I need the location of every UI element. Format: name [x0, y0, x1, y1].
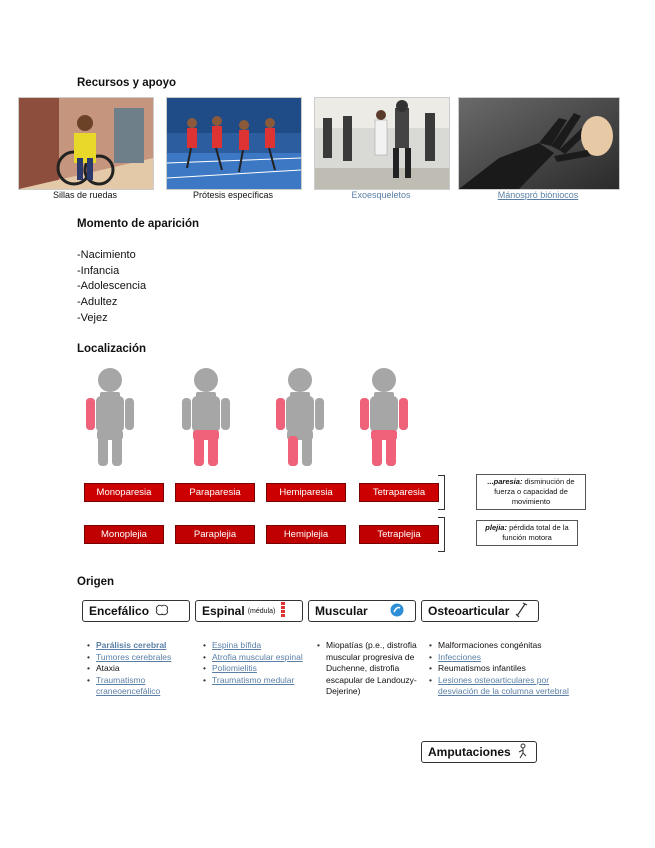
exoskeleton-photo [314, 97, 450, 190]
amputaciones-label: Amputaciones [428, 745, 511, 759]
paresia-note-term: ...paresia: [487, 477, 523, 486]
plejia-bracket [438, 517, 445, 552]
plejia-tetra: Tetraplejia [359, 525, 439, 544]
list-item[interactable]: • Infecciones [438, 652, 578, 664]
origin-encefalico [82, 600, 190, 622]
plejia-hemi: Hemiplejia [266, 525, 346, 544]
list-item[interactable]: • Poliomielitis [212, 663, 307, 675]
origin-title: Origen [77, 576, 115, 588]
list-item[interactable]: • Lesiones osteoarticulares por desviación de la columna vertebral [438, 675, 578, 698]
moment-item: -Nacimiento [77, 249, 136, 261]
origin-espinal [195, 600, 303, 622]
paresia-note-text: disminución de fuerza o capacidad de movimiento [494, 477, 575, 506]
espinal-sub: (médula) [247, 607, 276, 615]
list-item[interactable]: • Traumatismo craneoencefálico [96, 675, 196, 698]
list-item[interactable]: • Tumores cerebrales [96, 652, 196, 664]
paresia-para: Paraparesia [175, 483, 255, 502]
plejia-note-term: plejia: [485, 523, 507, 532]
muscular-list [316, 640, 422, 698]
encefalico-label: Encefálico [89, 604, 150, 618]
paresia-mono: Monoparesia [84, 483, 164, 502]
figure-para [182, 368, 230, 466]
muscular-label: Muscular [315, 604, 368, 618]
plejia-mono: Monoplejia [84, 525, 164, 544]
origin-amputaciones [421, 741, 537, 763]
moment-item: -Infancia [77, 264, 120, 277]
paresia-bracket [438, 475, 445, 510]
spine-icon [280, 602, 286, 621]
paresia-note [476, 474, 586, 510]
amputation-icon [516, 743, 530, 762]
wheelchair-photo [18, 97, 154, 190]
moment-item: -Vejez [77, 311, 108, 324]
moment-item: -Adultez [77, 296, 118, 309]
osteoarticular-label: Osteoarticular [428, 604, 510, 618]
bionic-hand-caption[interactable]: Mánospró bióniocos [497, 190, 579, 200]
list-item[interactable]: • Espina bífida [212, 640, 307, 652]
wheelchair-caption: Sillas de ruedas [52, 190, 118, 200]
espinal-label: Espinal [202, 604, 245, 618]
list-item[interactable]: • Traumatismo medular [212, 675, 307, 687]
plejia-note-text: pérdida total de la función motora [502, 523, 569, 542]
origin-osteoarticular [421, 600, 539, 622]
highlight-arm [86, 398, 95, 430]
plejia-para: Paraplejia [175, 525, 255, 544]
prosthetics-caption: Prótesis específicas [192, 190, 274, 200]
brain-icon [154, 604, 170, 619]
moment-item: -Adolescencia [77, 280, 147, 293]
list-item[interactable]: • Miopatías (p.e., distrofia muscular progresiva de Duchenne, distrofia escapular de Landouzy-Dejerine) [326, 640, 422, 698]
list-item[interactable]: • Parálisis cerebral [96, 640, 196, 652]
encefalico-list [86, 640, 196, 698]
list-item: • Reumatismos infantiles [438, 663, 578, 675]
moment-list [77, 248, 146, 327]
body-figures [80, 362, 440, 472]
paresia-tetra: Tetraparesia [359, 483, 439, 502]
origin-muscular [308, 600, 416, 622]
espinal-list [202, 640, 307, 686]
plejia-note [476, 520, 578, 546]
bone-icon [514, 602, 528, 621]
resources-title: Recursos y apoyo [77, 77, 177, 89]
osteoarticular-list [428, 640, 578, 698]
location-title: Localización [77, 343, 147, 355]
exoskeleton-caption: Exoesqueletos [351, 190, 411, 200]
list-item[interactable]: • Atrofia muscular espinal [212, 652, 307, 664]
list-item: • Malformaciones congénitas [438, 640, 578, 652]
prosthetics-photo [166, 97, 302, 190]
bionic-hand-photo [458, 97, 620, 190]
list-item: • Ataxia [96, 663, 196, 675]
muscle-icon [390, 603, 404, 620]
moment-title: Momento de aparición [77, 218, 200, 230]
paresia-hemi: Hemiparesia [266, 483, 346, 502]
